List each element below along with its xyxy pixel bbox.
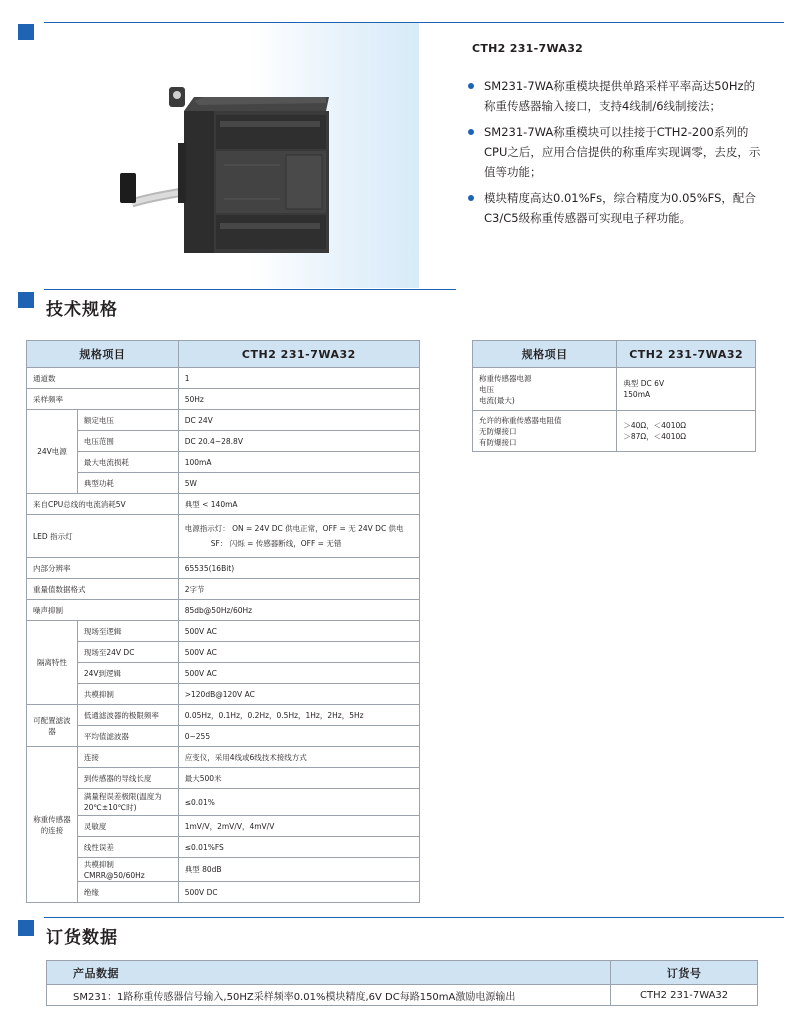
- label-line: CMRR@50/60Hz: [83, 870, 145, 880]
- overview-bullet: 模块精度高达0.01%Fs，综合精度为0.05%FS，配合C3/C5级称重传感器可实现电子秤功能。: [466, 188, 766, 228]
- spec-label: 共模抑制: [77, 684, 178, 705]
- label-line: 20℃±10℃时): [83, 803, 137, 812]
- spec-label: 来自CPU总线的电流消耗5V: [27, 494, 179, 515]
- spec-value: 65535(16Bit): [178, 558, 419, 579]
- spec-label: 平均值滤波器: [77, 726, 178, 747]
- spec2-col-model: CTH2 231-7WA32: [617, 341, 756, 368]
- group-line: 称重传感器: [33, 814, 71, 824]
- overview-bullet: SM231-7WA称重模块可以挂接于CTH2-200系列的CPU之后，应用合信提供的称重库实现调零，去皮，示值等功能；: [466, 122, 766, 182]
- spec-value: 0.05Hz，0.1Hz，0.2Hz，0.5Hz，1Hz，2Hz，5Hz: [178, 705, 419, 726]
- spec-value-led: [178, 515, 419, 558]
- label-line: 允许的称重传感器电阻值: [479, 415, 562, 425]
- spec-group-filter: 可配置滤波器: [27, 705, 78, 747]
- product-photo-panel: [44, 23, 419, 288]
- spec-label: 24V到逻辑: [77, 663, 178, 684]
- order-col-order-no: 订货号: [611, 961, 758, 985]
- specs-heading: 技术规格: [46, 300, 118, 320]
- spec-value: 5W: [178, 473, 419, 494]
- label-line: 无防爆接口: [479, 426, 517, 436]
- spec-label: 电压范围: [77, 431, 178, 452]
- spec-group-isolation: 隔离特性: [27, 621, 78, 705]
- order-number: CTH2 231-7WA32: [611, 985, 758, 1006]
- spec-col-item: 规格项目: [27, 341, 179, 368]
- specs-divider: [44, 289, 456, 290]
- spec-value: 500V AC: [178, 663, 419, 684]
- order-heading: 订货数据: [46, 928, 118, 948]
- spec2-value: [617, 368, 756, 411]
- spec-value: 500V AC: [178, 621, 419, 642]
- spec-label: 噪声抑制: [27, 600, 179, 621]
- section-marker-order: [18, 920, 34, 936]
- spec-table: [26, 340, 420, 903]
- spec-label: [77, 858, 178, 882]
- label-line: 有防爆接口: [479, 437, 517, 447]
- spec2-label: [473, 368, 617, 411]
- order-product-desc: SM231：1路称重传感器信号输入,50HZ采样频率0.01%模块精度,6V DC每路150mA激励电源输出: [47, 985, 611, 1006]
- label-line: 电压: [479, 384, 494, 394]
- spec-group-power: 24V电源: [27, 410, 78, 494]
- spec-value: 85db@50Hz/60Hz: [178, 600, 419, 621]
- spec-label: 线性误差: [77, 837, 178, 858]
- spec-label: 到传感器的导线长度: [77, 768, 178, 789]
- spec-label: LED 指示灯: [27, 515, 179, 558]
- spec-value: 最大500米: [178, 768, 419, 789]
- label-line: 共模抑制: [83, 859, 114, 869]
- led-power-text: 电源指示灯： ON = 24V DC 供电正常，OFF = 无 24V DC 供电: [184, 524, 404, 533]
- label-line: 称重传感器电源: [479, 373, 532, 383]
- spec-value: ≤0.01%FS: [178, 837, 419, 858]
- spec-value: 500V AC: [178, 642, 419, 663]
- spec-value: 1: [178, 368, 419, 389]
- order-divider: [44, 917, 784, 918]
- label-line: 电流(最大): [479, 395, 515, 405]
- overview-bullets: [466, 76, 766, 234]
- section-marker-overview: [18, 24, 34, 40]
- spec-value: >120dB@120V AC: [178, 684, 419, 705]
- order-table: [46, 960, 758, 1006]
- value-line: ＞40Ω，＜4010Ω: [623, 421, 686, 430]
- spec-label: 最大电流损耗: [77, 452, 178, 473]
- spec-label: 现场至24V DC: [77, 642, 178, 663]
- spec-label: 重量值数据格式: [27, 579, 179, 600]
- spec2-col-item: 规格项目: [473, 341, 617, 368]
- spec-label: 通道数: [27, 368, 179, 389]
- spec-col-model: CTH2 231-7WA32: [178, 341, 419, 368]
- spec-group-connection: [27, 747, 78, 903]
- spec-value: 100mA: [178, 452, 419, 473]
- spec-table-sensor: [472, 340, 756, 452]
- group-line: 的连接: [40, 825, 64, 835]
- model-name: CTH2 231-7WA32: [472, 42, 584, 55]
- spec-label: [77, 789, 178, 816]
- led-sf-text: SF： 闪烁 = 传感器断线，OFF = 无错: [210, 539, 342, 548]
- spec2-value: [617, 411, 756, 452]
- spec-value: 典型 80dB: [178, 858, 419, 882]
- spec-value: 50Hz: [178, 389, 419, 410]
- spec-value: 1mV/V，2mV/V，4mV/V: [178, 816, 419, 837]
- value-line: ＞87Ω，＜4010Ω: [623, 432, 686, 441]
- spec-label: 绝缘: [77, 882, 178, 903]
- spec-label: 现场至逻辑: [77, 621, 178, 642]
- spec-label: 典型功耗: [77, 473, 178, 494]
- spec2-label: [473, 411, 617, 452]
- spec-value: 500V DC: [178, 882, 419, 903]
- spec-label: 低通滤波器的极限频率: [77, 705, 178, 726]
- value-line: 150mA: [623, 390, 651, 399]
- section-marker-specs: [18, 292, 34, 308]
- weighing-module-image: [44, 23, 419, 288]
- spec-label: 连接: [77, 747, 178, 768]
- spec-label: 内部分辨率: [27, 558, 179, 579]
- label-line: 满量程误差极限(温度为: [83, 792, 162, 801]
- spec-value: DC 24V: [178, 410, 419, 431]
- spec-value: DC 20.4~28.8V: [178, 431, 419, 452]
- spec-value: 应变仪，采用4线或6线技术接线方式: [178, 747, 419, 768]
- spec-label: 额定电压: [77, 410, 178, 431]
- spec-value: 典型 < 140mA: [178, 494, 419, 515]
- value-line: 典型 DC 6V: [623, 379, 665, 388]
- order-col-product: 产品数据: [47, 961, 611, 985]
- spec-label: 采样频率: [27, 389, 179, 410]
- spec-value: ≤0.01%: [178, 789, 419, 816]
- spec-value: 0~255: [178, 726, 419, 747]
- overview-bullet: SM231-7WA称重模块提供单路采样平率高达50Hz的称重传感器输入接口，支持4线制/6线制接法；: [466, 76, 766, 116]
- spec-value: 2字节: [178, 579, 419, 600]
- spec-label: 灵敏度: [77, 816, 178, 837]
